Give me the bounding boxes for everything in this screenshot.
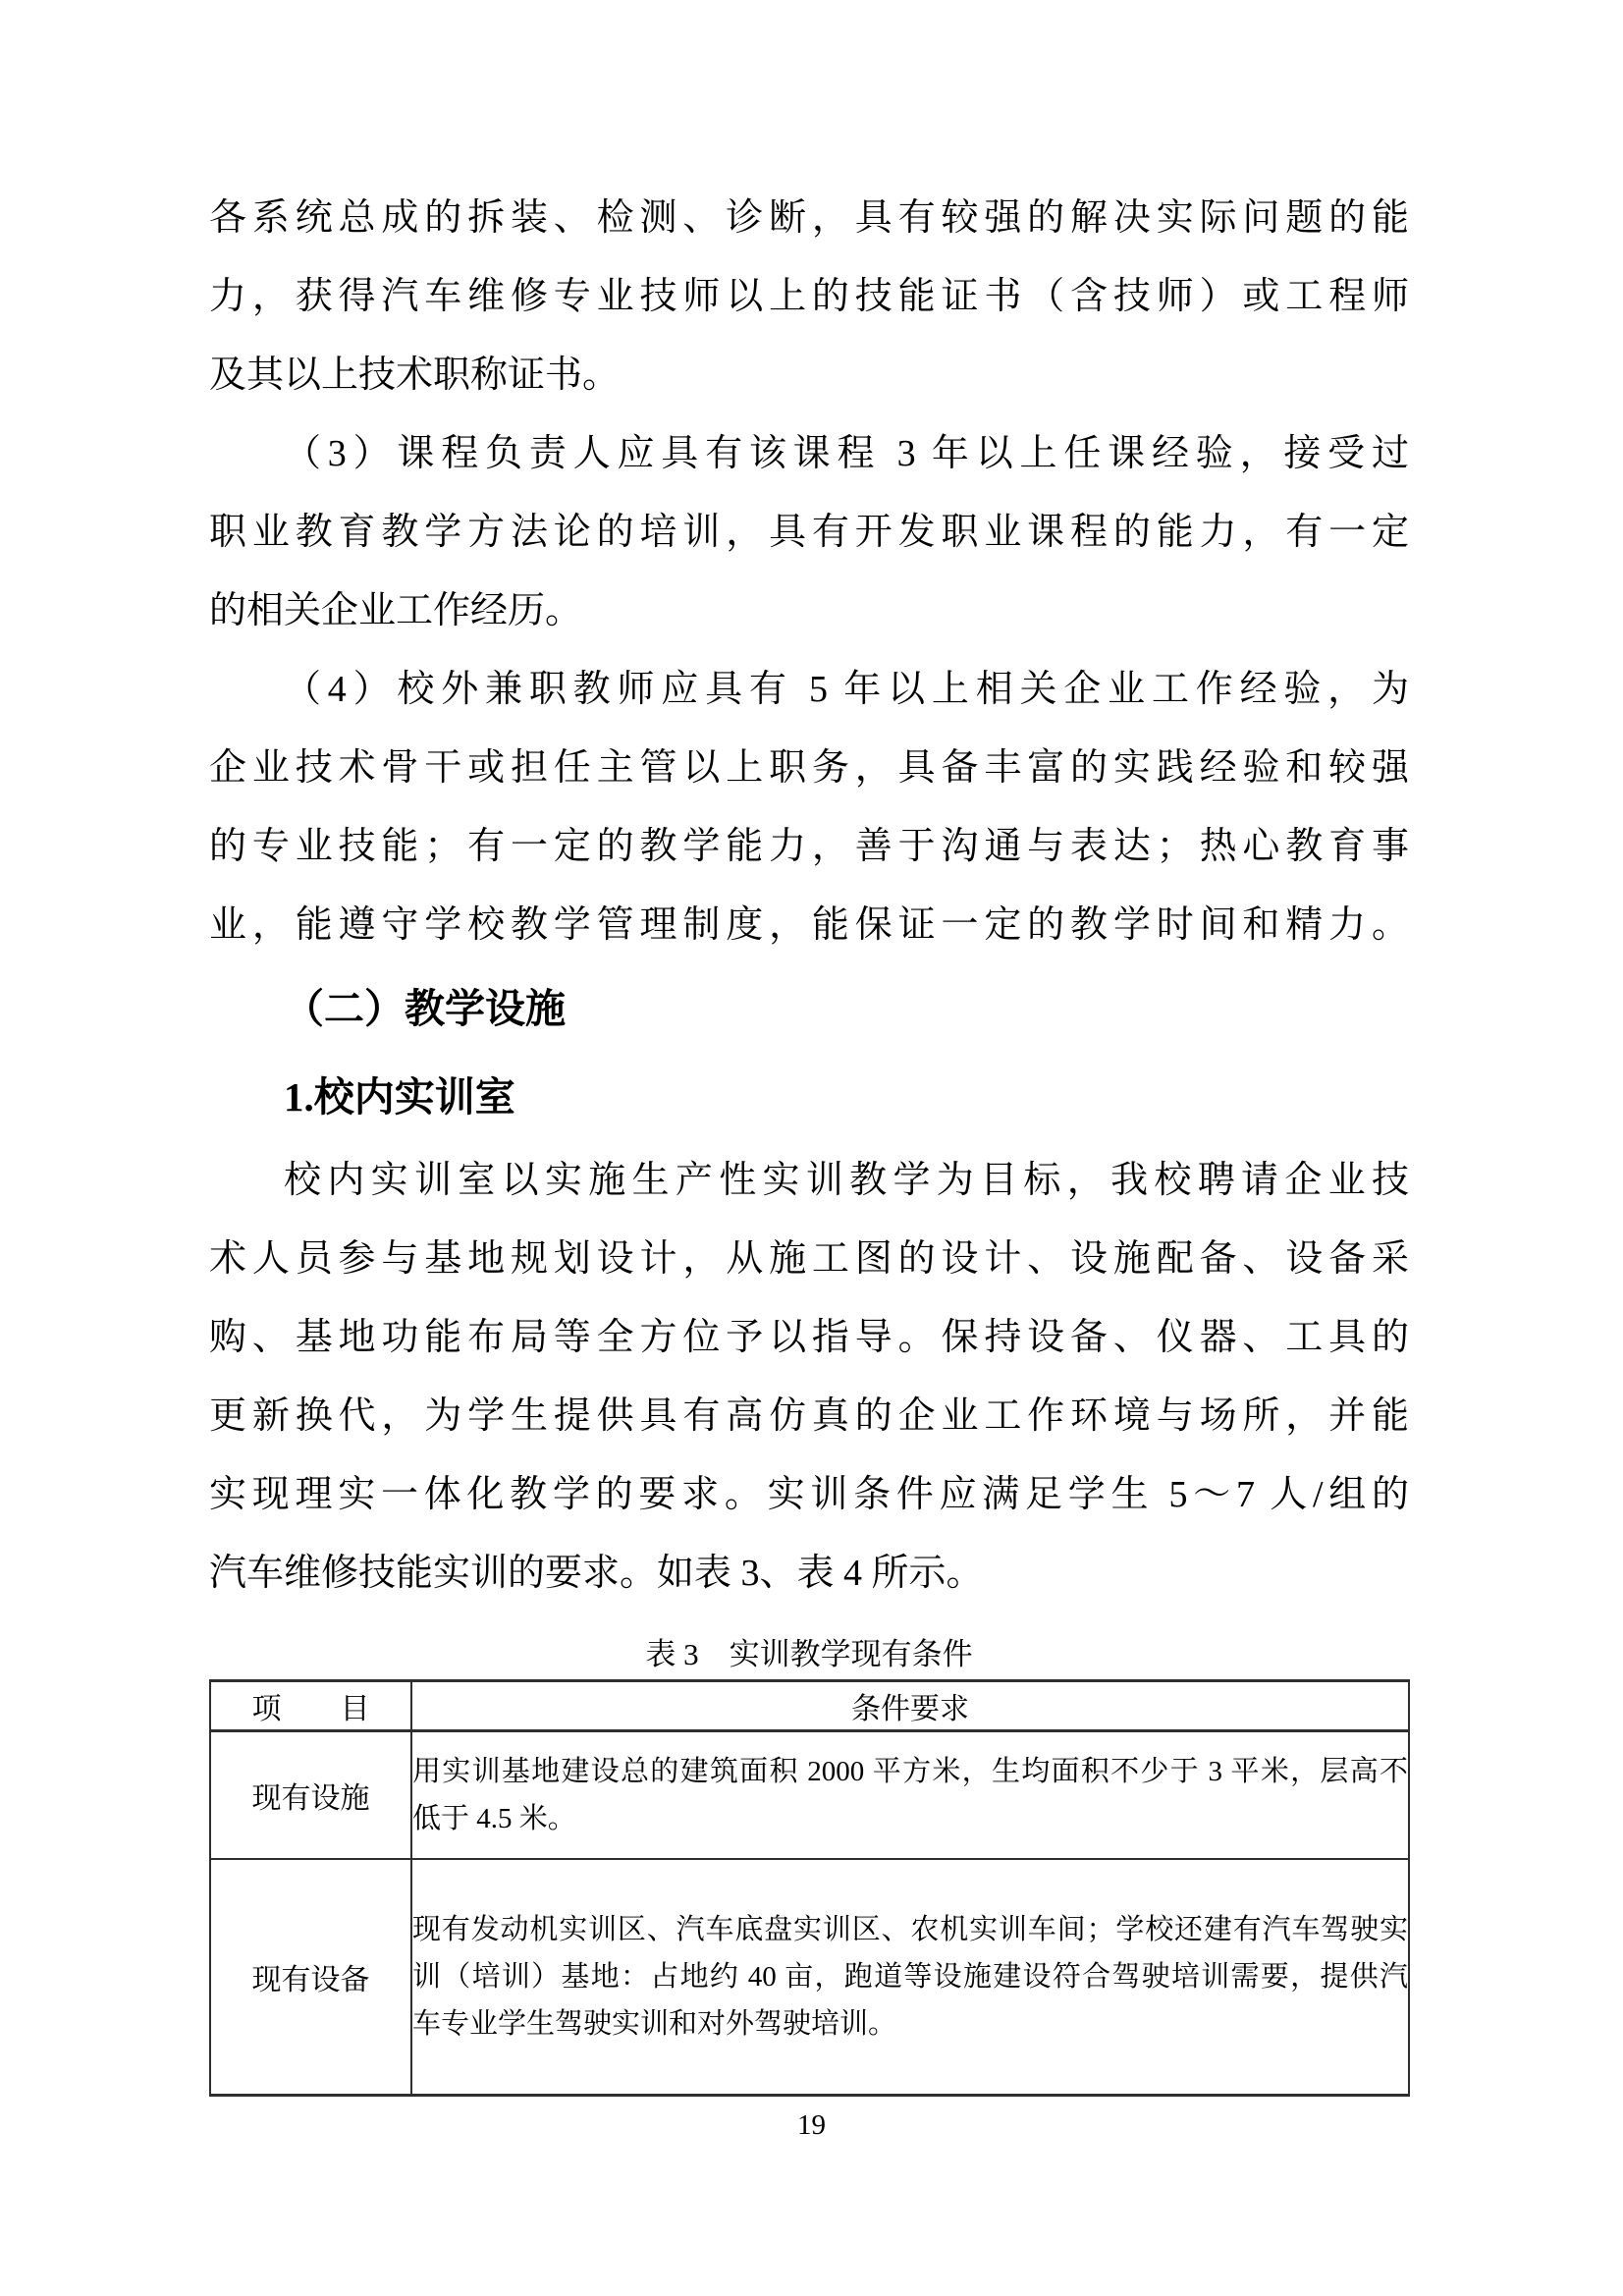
text-line: 的相关企业工作经历。 — [209, 590, 583, 631]
text-line: 的专业技能；有一定的教学能力，善于沟通与表达；热心教育事 — [209, 826, 1409, 867]
cell-text-line: 低于 4.5 米。 — [412, 1803, 576, 1834]
text-line: 校内实训室以实施生产性实训教学为目标，我校聘请企业技 — [284, 1160, 1409, 1201]
text-line: 术人员参与基地规划设计，从施工图的设计、设施配备、设备采 — [209, 1238, 1409, 1280]
table-row — [210, 1731, 1409, 1860]
text-line: 购、基地功能布局等全方位予以指导。保持设备、仪器、工具的 — [209, 1317, 1409, 1358]
cell-text-line: 训（培训）基地：占地约 40 亩，跑道等设施建设符合驾驶培训需要，提供汽 — [412, 1961, 1408, 1993]
table-header-row — [210, 1681, 1409, 1731]
paragraph-item-3 — [209, 414, 1409, 650]
paragraph-continuation — [209, 179, 1409, 414]
text-line: 力，获得汽车维修专业技师以上的技能证书（含技师）或工程师 — [209, 276, 1409, 317]
text-line: 职业教育教学方法论的培训，具有开发职业课程的能力，有一定 — [209, 512, 1409, 553]
cell-text-line: 现有发动机实训区、汽车底盘实训区、农机实训车间；学校还建有汽车驾驶实 — [412, 1914, 1408, 1945]
row-item-label: 现有设施 — [210, 1731, 411, 1860]
row-item-label: 现有设备 — [210, 1859, 411, 2096]
cell-text-line: 车专业学生驾驶实训和对外驾驶培训。 — [412, 2008, 897, 2040]
text-line: 业，能遵守学校教学管理制度，能保证一定的教学时间和精力。 — [209, 904, 1409, 946]
table-row — [210, 1859, 1409, 2096]
text-line: （4）校外兼职教师应具有 5 年以上相关企业工作经验，为 — [284, 669, 1409, 710]
conditions-table — [209, 1679, 1410, 2097]
text-line: 各系统总成的拆装、检测、诊断，具有较强的解决实际问题的能 — [209, 197, 1409, 239]
row-requirement — [411, 1731, 1409, 1860]
text-line: 企业技术骨干或担任主管以上职务，具备丰富的实践经验和较强 — [209, 747, 1409, 789]
text-line: 实现理实一体化教学的要求。实训条件应满足学生 5～7 人/组的 — [209, 1474, 1409, 1515]
text-line: 更新换代，为学生提供具有高仿真的企业工作环境与场所，并能 — [209, 1395, 1409, 1437]
row-requirement — [411, 1859, 1409, 2096]
document-body — [209, 179, 1409, 2097]
column-header-item: 项 目 — [210, 1681, 411, 1731]
text-line: 及其以上技术职称证书。 — [209, 355, 621, 396]
paragraph-training-rooms — [209, 1141, 1409, 1613]
table-caption: 表 3 实训教学现有条件 — [645, 1637, 973, 1671]
section-heading: （二）教学设施 — [284, 986, 566, 1031]
text-line: （3）课程负责人应具有该课程 3 年以上任课经验，接受过 — [284, 433, 1409, 474]
text-line: 汽车维修技能实训的要求。如表 3、表 4 所示。 — [209, 1553, 984, 1594]
sub-heading: 1.校内实训室 — [284, 1074, 515, 1120]
column-header-requirement: 条件要求 — [411, 1681, 1409, 1731]
paragraph-item-4 — [209, 650, 1409, 964]
cell-text-line: 用实训基地建设总的建筑面积 2000 平方米，生均面积不少于 3 平米，层高不 — [412, 1756, 1408, 1787]
page-number: 19 — [797, 2109, 826, 2141]
